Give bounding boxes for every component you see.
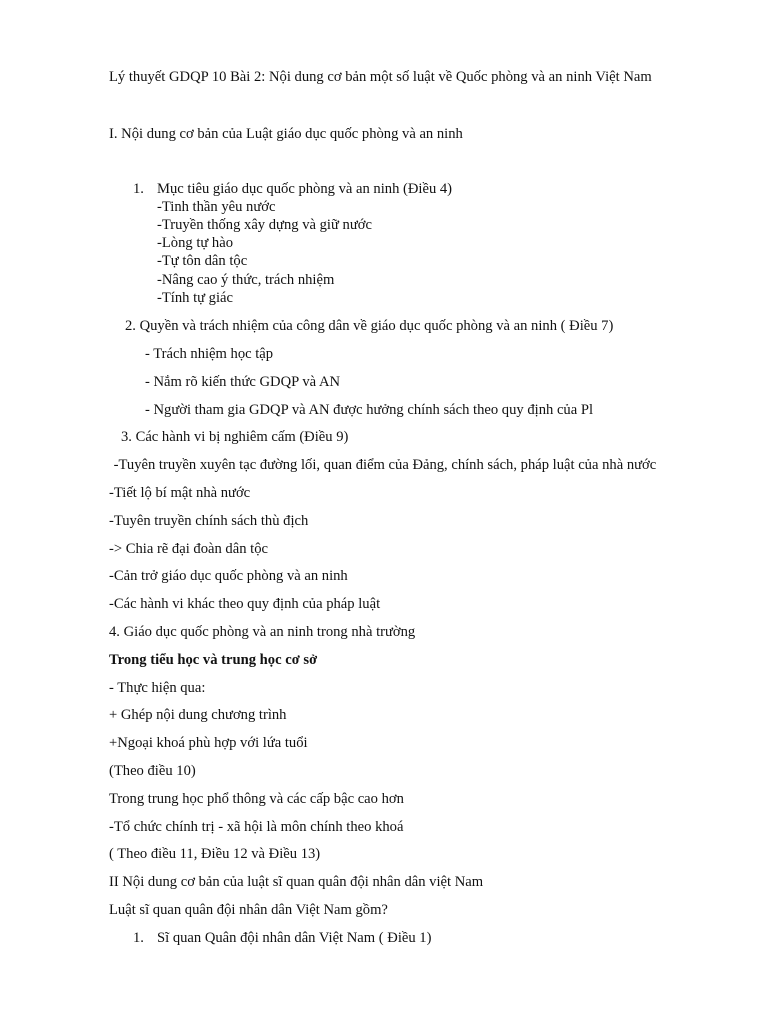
item-1-bullet: -Tự tôn dân tộc	[157, 253, 248, 269]
item-1-number: 1.	[133, 181, 144, 197]
item-2-bullet: - Nắm rõ kiến thức GDQP và AN	[145, 374, 341, 390]
item-4-line: + Ghép nội dung chương trình	[109, 707, 287, 723]
item-3-text: 3. Các hành vi bị nghiêm cấm (Điều 9)	[121, 429, 349, 445]
document-title: Lý thuyết GDQP 10 Bài 2: Nội dung cơ bản một số luật về Quốc phòng và an ninh Việt Nam	[109, 69, 652, 85]
item-4-text: 4. Giáo dục quốc phòng và an ninh trong nhà trường	[109, 624, 416, 640]
item-1-bullet: -Truyền thống xây dựng và giữ nước	[157, 217, 372, 233]
item-3-bullet: -Các hành vi khác theo quy định của pháp luật	[109, 596, 381, 612]
item-1-bullet: -Nâng cao ý thức, trách nhiệm	[157, 272, 335, 288]
item-1-bullet: -Tinh thần yêu nước	[157, 199, 276, 215]
section-2-item-1-text: Sĩ quan Quân đội nhân dân Việt Nam ( Điều 1)	[157, 930, 432, 946]
item-3-bullet: -Cản trở giáo dục quốc phòng và an ninh	[109, 568, 348, 584]
item-1-bullet: -Lòng tự hào	[157, 235, 233, 251]
item-3-bullet: -Tiết lộ bí mật nhà nước	[109, 485, 251, 501]
item-3-bullet: -> Chia rẽ đại đoàn dân tộc	[109, 541, 268, 557]
section-1-heading: I. Nội dung cơ bản của Luật giáo dục quốc phòng và an ninh	[109, 126, 463, 142]
item-3-bullet: -Tuyên truyền chính sách thù địch	[109, 513, 309, 529]
item-4-line: -Tổ chức chính trị - xã hội là môn chính theo khoá	[109, 819, 404, 835]
item-4-subheading: Trong tiểu học và trung học cơ sở	[109, 652, 318, 668]
section-2-heading: II Nội dung cơ bản của luật sĩ quan quân đội nhân dân việt Nam	[109, 874, 484, 890]
section-2-item-1-number: 1.	[133, 930, 144, 946]
item-3-bullet: -Tuyên truyền xuyên tạc đường lối, quan điểm của Đảng, chính sách, pháp luật của nhà nước	[110, 457, 657, 473]
item-1-bullet: -Tính tự giác	[157, 290, 233, 306]
item-4-line: +Ngoại khoá phù hợp với lứa tuổi	[109, 735, 308, 751]
item-4-line: (Theo điều 10)	[109, 763, 196, 779]
item-1-text: Mục tiêu giáo dục quốc phòng và an ninh (Điều 4)	[157, 181, 453, 197]
item-2-bullet: - Người tham gia GDQP và AN được hưởng chính sách theo quy định của Pl	[145, 402, 594, 418]
item-4-line: Trong trung học phổ thông và các cấp bậc cao hơn	[109, 791, 404, 807]
item-2-text: 2. Quyền và trách nhiệm của công dân về giáo dục quốc phòng và an ninh ( Điều 7)	[125, 318, 614, 334]
section-2-intro: Luật sĩ quan quân đội nhân dân Việt Nam gồm?	[109, 902, 388, 918]
item-4-line: ( Theo điều 11, Điều 12 và Điều 13)	[109, 846, 321, 862]
item-2-bullet: - Trách nhiệm học tập	[145, 346, 274, 362]
item-4-line: - Thực hiện qua:	[109, 680, 206, 696]
